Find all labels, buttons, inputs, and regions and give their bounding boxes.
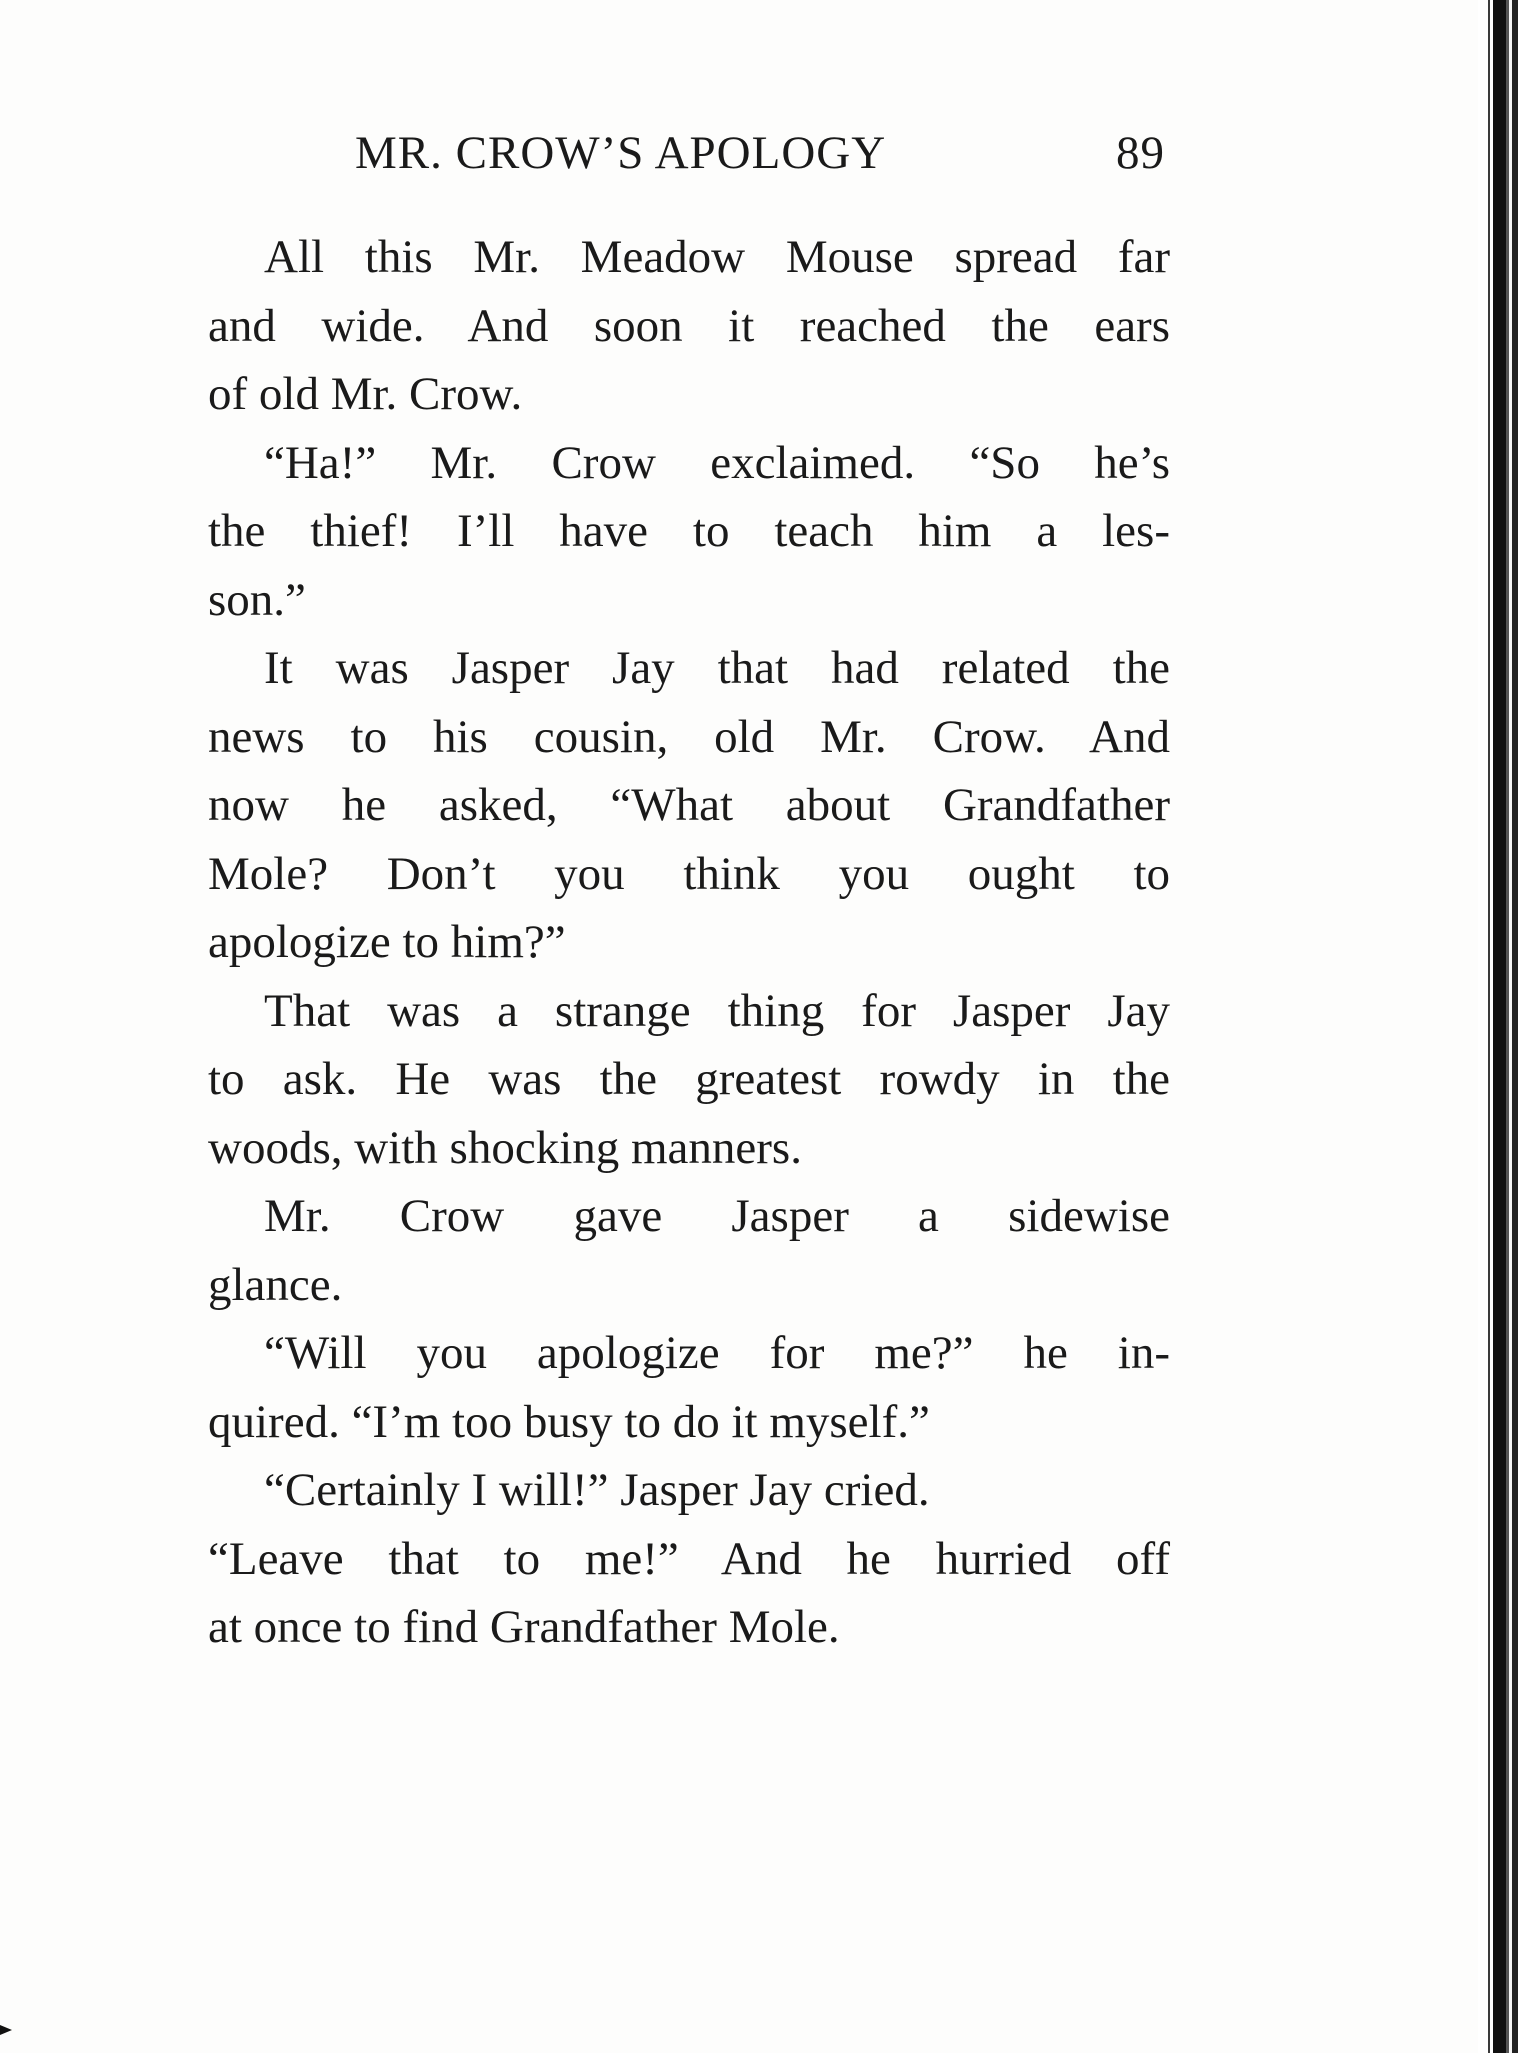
text-line: now he asked, “What about Grandfather	[208, 779, 1170, 831]
text-line: apologize to him?”	[208, 916, 566, 968]
text-line: Mole? Don’t you think you ought to	[208, 847, 1170, 900]
text-line: and wide. And soon it reached the ears	[208, 299, 1170, 352]
text-line: “Leave that to me!” And he hurried off	[208, 1532, 1170, 1585]
text-line: son.”	[208, 573, 306, 626]
text-line: the thief! I’ll have to teach him a les-	[208, 505, 1170, 557]
text-line: “Ha!” Mr. Crow exclaimed. “So he’s	[264, 436, 1170, 489]
text-line: of old Mr. Crow.	[208, 368, 523, 420]
text-line: That was a strange thing for Jasper Jay	[264, 984, 1170, 1037]
text-line: woods, with shocking manners.	[208, 1121, 802, 1174]
text-line: news to his cousin, old Mr. Crow. And	[208, 710, 1170, 763]
text-line: All this Mr. Meadow Mouse spread far	[264, 231, 1170, 283]
scan-mark-icon	[0, 2023, 18, 2037]
text-line: glance.	[208, 1258, 343, 1311]
body-text	[208, 223, 1170, 1662]
text-line: It was Jasper Jay that had related the	[264, 642, 1170, 694]
text-line: “Will you apologize for me?” he in-	[264, 1327, 1170, 1379]
book-spine-edge	[1478, 0, 1528, 2053]
page-header	[355, 126, 1165, 186]
text-line: Mr. Crow gave Jasper a sidewise	[264, 1190, 1170, 1242]
text-line: quired. “I’m too busy to do it myself.”	[208, 1395, 930, 1448]
text-line: to ask. He was the greatest rowdy in the	[208, 1053, 1170, 1105]
text-line: at once to find Grandfather Mole.	[208, 1601, 840, 1653]
text-line: “Certainly I will!” Jasper Jay cried.	[264, 1464, 930, 1516]
running-title: MR. CROW’S APOLOGY	[355, 127, 887, 179]
page-number: 89	[1116, 127, 1165, 179]
